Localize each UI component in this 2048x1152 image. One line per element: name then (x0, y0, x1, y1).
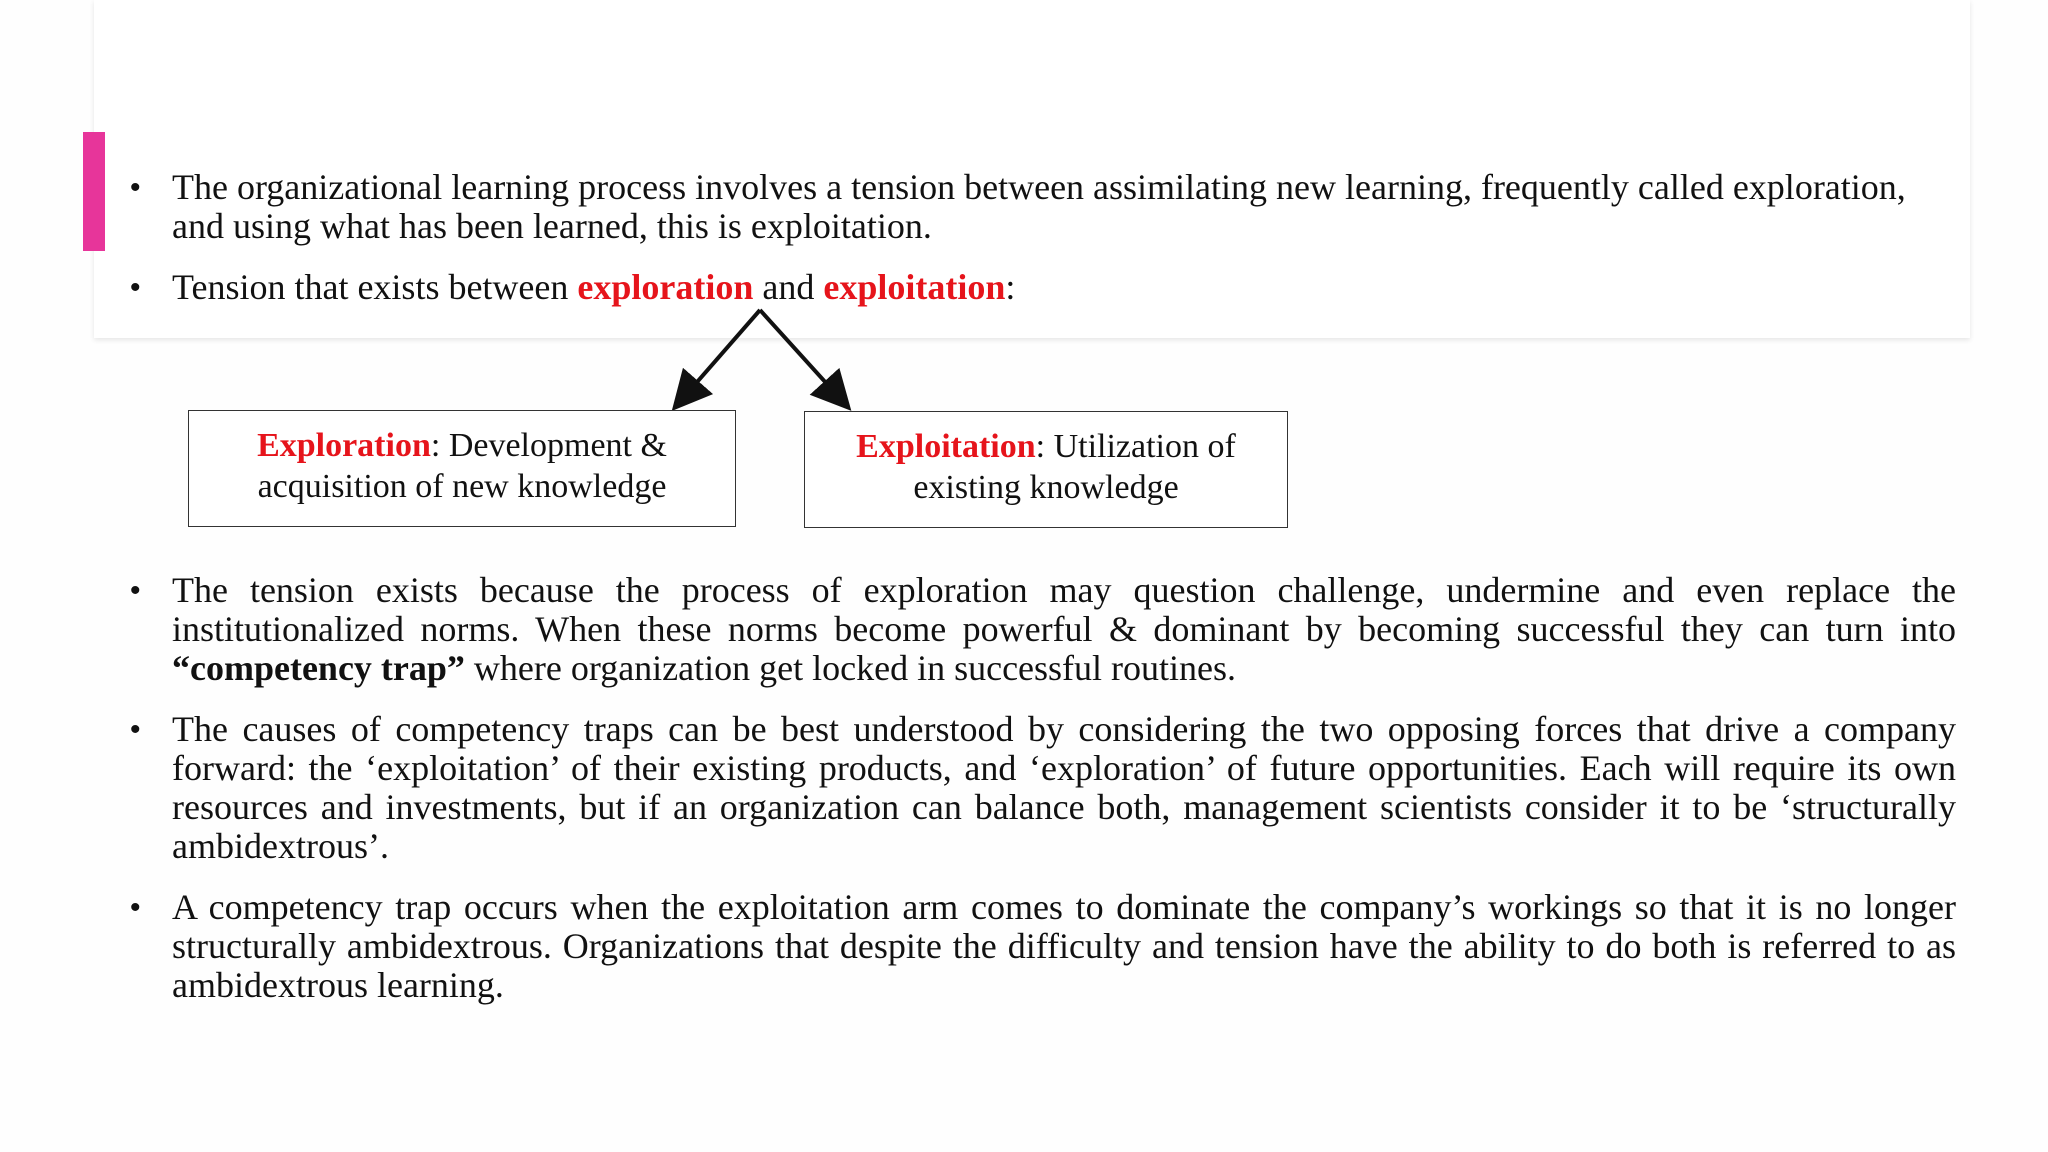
bullet-competency-trap (130, 570, 1956, 688)
arrow-to-exploration (677, 310, 760, 405)
tension-middle: and (753, 267, 824, 307)
bullet-dot: • (130, 171, 141, 204)
bullet-dot: • (130, 891, 141, 924)
bullet-competency-trap-occurs (130, 887, 1956, 1005)
term-exploration: exploration (577, 267, 754, 307)
term-exploitation: exploitation (823, 267, 1006, 307)
bullet-dot: • (130, 574, 141, 607)
exploration-box-definition: : Development & acquisition of new knowledge (257, 427, 667, 505)
bullet-text-rest: where organization get locked in successful routines. (464, 648, 1237, 688)
bullet-dot: • (130, 271, 141, 304)
tension-suffix: : (1005, 267, 1016, 307)
exploitation-box (804, 411, 1288, 528)
arrow-to-exploitation (760, 310, 846, 405)
bullet-text: A competency trap occurs when the exploitation arm comes to dominate the company’s workings so that it is no longer structurally ambidextrous. Organizations that despite the difficulty and tension have the ability to do both is referred to as ambidextrous learning. (172, 887, 1956, 1005)
bullet-text: The causes of competency traps can be best understood by considering the two opposing forces that drive a company forward: the ‘exploitation’ of their existing products, and ‘exploration’ of future opportunities. Each will require its own resources and investments, but if an organization can balance both, management scientists consider it to be ‘structurally ambidextrous’. (172, 709, 1956, 866)
bullet-dot: • (130, 713, 141, 746)
competency-trap-term: “competency trap” (172, 648, 465, 688)
tension-prefix: Tension that exists between (172, 267, 578, 307)
exploration-box-term: Exploration (257, 427, 431, 464)
bullet-text: The tension exists because the process of exploration may question challenge, undermine and even replace the institutionalized norms. When these norms become powerful & dominant by becoming successful they can turn into (172, 570, 1956, 649)
bullet-text: The organizational learning process involves a tension between assimilating new learning, frequently called exploration, and using what has been learned, this is exploitation. (172, 167, 1906, 246)
exploitation-box-term: Exploitation (856, 428, 1036, 465)
exploration-box (188, 410, 736, 527)
exploitation-box-definition: : Utilization of existing knowledge (913, 428, 1236, 506)
bullet-causes (130, 709, 1956, 866)
